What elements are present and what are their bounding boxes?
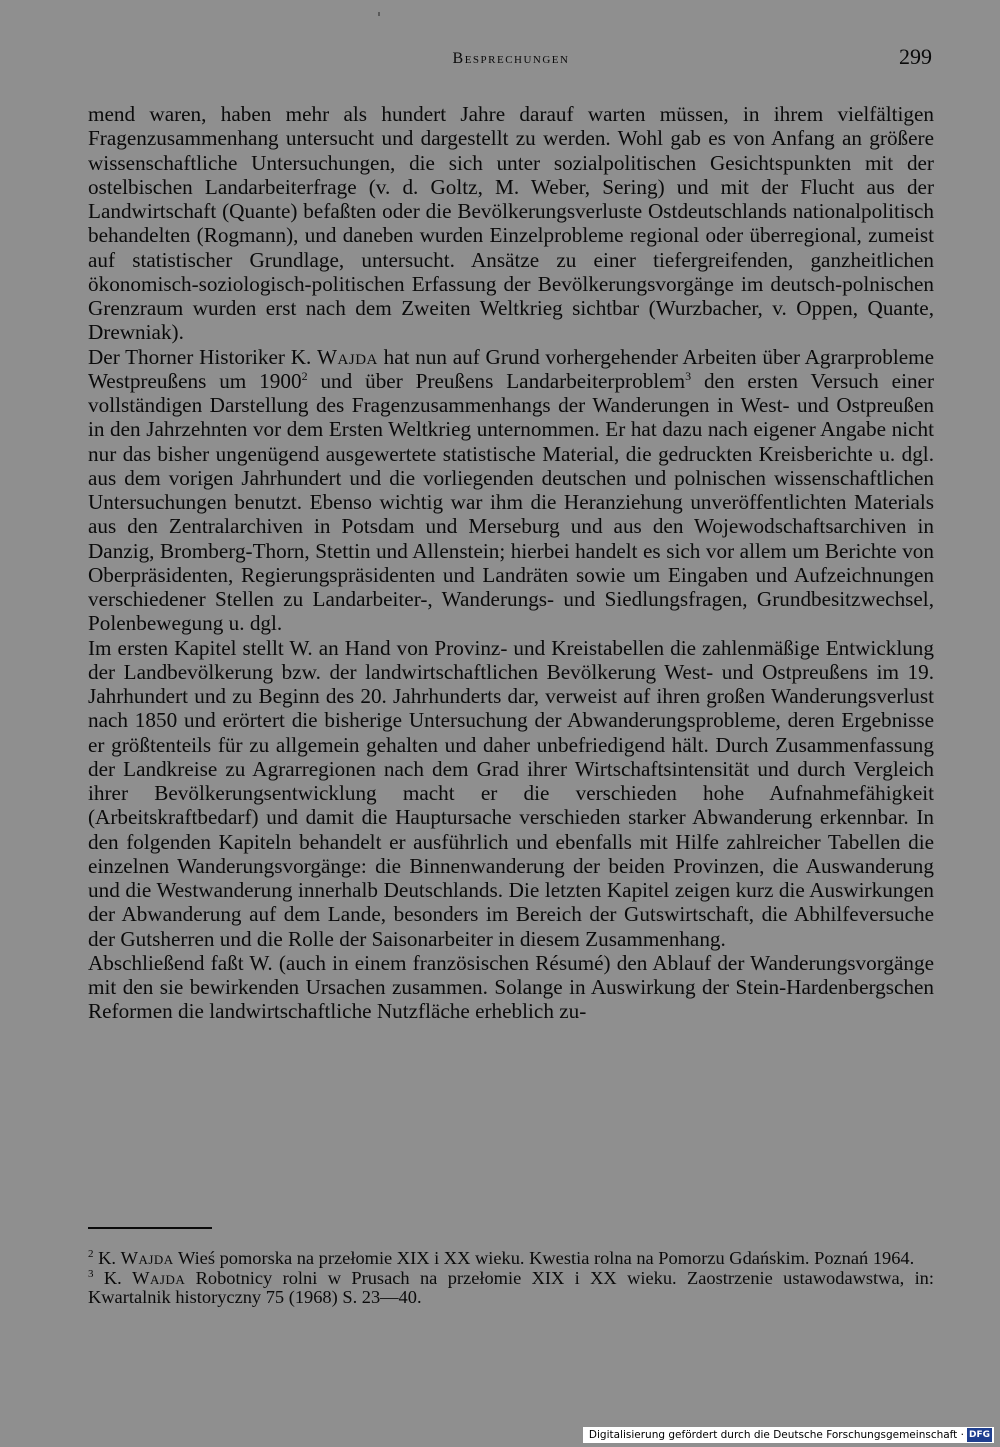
dfg-logo-icon: DFG — [968, 1430, 990, 1440]
footnote-ref-3: 3 — [685, 368, 692, 383]
footnote-separator — [88, 1227, 212, 1229]
footnote-mark: 2 — [88, 1247, 94, 1260]
footnote-text: Wieś pomorska na przełomie XIX i XX wieku. Kwestia rolna na Pomorzu Gdańskim. Poznań 1964. — [173, 1248, 915, 1268]
digitization-banner — [583, 1427, 994, 1443]
footnote-author: Wajda — [120, 1248, 174, 1268]
banner-text: Digitalisierung gefördert durch die Deutsche Forschungsgemeinschaft · — [588, 1429, 964, 1441]
footnotes — [88, 1249, 934, 1308]
paragraph-2 — [88, 345, 934, 636]
page-header — [88, 44, 934, 80]
paragraph-4: Abschließend faßt W. (auch in einem französischen Résumé) den Ablauf der Wanderungsvorgänge mit den sie bewirkenden Ursachen zusammen. Solange in Auswirkung der Stein-Hardenbergschen Reformen die landwirtschaftliche Nutzfläche erheblich zu- — [88, 950, 934, 1024]
page-number: 299 — [899, 44, 932, 69]
body-text — [88, 102, 934, 1024]
paragraph-2-part-3: und über Preußens Landarbeiterproblem — [307, 368, 686, 393]
paragraph-2-part-2: hat nun auf Grund vorhergehender Arbeiten über Agrarprobleme Westpreußens um 1900 — [88, 344, 934, 393]
paragraph-2-part-4: den ersten Versuch einer vollständigen Darstellung des Fragenzusammenhangs der Wanderungen in West- und Ostpreußen in den Jahrzehnten vor dem Ersten Weltkrieg unternommen. Er hat dazu nach eigener Angabe nicht nur das bisher ungenügend ausgewertete statistische Material, die gedruckten Kreisberichte u. dgl. aus dem vorigen Jahrhundert und die vorliegenden deutschen und polnischen wissenschaftlichen Untersuchungen benutzt. Ebenso wichtig war ihm die Heranziehung unveröffentlichten Materials aus den Zentralarchiven in Potsdam und Merseburg und aus den Wojewodschaftsarchiven in Danzig, Bromberg-Thorn, Stettin und Allenstein; hierbei handelt es sich vor allem um Berichte von Oberpräsidenten, Regierungspräsidenten und Landräten sowie um Eingaben und Aufzeichnungen verschiedener Stellen zu Landarbeiter-, Wanderungs- und Siedlungsfragen, Grundbesitzwechsel, Polenbewegung u. dgl. — [88, 368, 935, 636]
running-head: Besprechungen — [452, 50, 570, 67]
footnote-text: Robotnicy rolni w Prusach na przełomie XIX i XX wieku. Zaostrzenie ustawodawstwa, in: Kwartalnik historyczny 75 (1968) S. 23—40. — [88, 1267, 934, 1307]
footnote-prefix: K. — [98, 1248, 121, 1268]
footnote-ref-2: 2 — [301, 368, 308, 383]
footnote-3 — [88, 1269, 934, 1308]
scan-artifact-mark — [378, 12, 380, 16]
footnote-author: Wajda — [132, 1267, 186, 1288]
paragraph-1: mend waren, haben mehr als hundert Jahre darauf warten müssen, in ihrem vielfältigen Fragenzusammenhang untersucht und dargestellt zu werden. Wohl gab es von Anfang an größere wissenschaftliche Untersuchungen, die sich unter sozialpolitischen Gesichtspunkten mit der ostelbischen Landarbeiterfrage (v. d. Goltz, M. Weber, Sering) und mit der Flucht aus der Landwirtschaft (Quante) befaßten oder die Bevölkerungsverluste Ostdeutschlands nationalpolitisch behandelten (Rogmann), und daneben wurden Einzelprobleme regional oder überregional, zumeist auf statistischer Grundlage, untersucht. Ansätze zu einer tiefergreifenden, ganzheitlichen ökonomisch-soziologisch-politischen Erfassung der Bevölkerungsvorgänge im deutsch-polnischen Grenzraum wurden erst nach dem Zweiten Weltkrieg sichtbar (Wurzbacher, v. Oppen, Quante, Drewniak). — [88, 102, 934, 345]
author-name: Wajda — [317, 344, 378, 369]
paragraph-3: Im ersten Kapitel stellt W. an Hand von Provinz- und Kreistabellen die zahlenmäßige Entwicklung der Landbevölkerung bzw. der landwirtschaftlichen Bevölkerung West- und Ostpreußens im 19. Jahrhundert und zu Beginn des 20. Jahrhunderts dar, verweist auf ihren großen Wanderungsverlust nach 1850 und erörtert die bisherige Untersuchung der Abwanderungsprobleme, deren Ergebnisse er größtenteils für zu allgemein gehalten und daher unbefriedigend hält. Durch Zusammenfassung der Landkreise zu Agrarregionen nach dem Grad ihrer Wirtschaftsintensität und durch Vergleich ihrer Bevölkerungsentwicklung macht er die verschieden hohe Aufnahmefähigkeit (Arbeitskraftbedarf) und damit die Hauptursache verschieden starker Abwanderung erkennbar. In den folgenden Kapiteln behandelt er ausführlich und ebenfalls mit Hilfe zahlreicher Tabellen die einzelnen Wanderungsvorgänge: die Binnenwanderung der beiden Provinzen, die Auswanderung und die Westwanderung innerhalb Deutschlands. Die letzten Kapitel zeigen kurz die Auswirkungen der Abwanderung auf dem Lande, besonders im Bereich der Gutswirtschaft, die Abhilfeversuche der Gutsherren und die Rolle der Saisonarbeiter in diesem Zusammenhang. — [88, 635, 934, 951]
footnote-mark: 3 — [88, 1267, 94, 1280]
footnote-2 — [88, 1249, 934, 1269]
paragraph-2-part-1: Der Thorner Historiker K. — [88, 344, 318, 369]
footnote-prefix: K. — [103, 1267, 133, 1288]
